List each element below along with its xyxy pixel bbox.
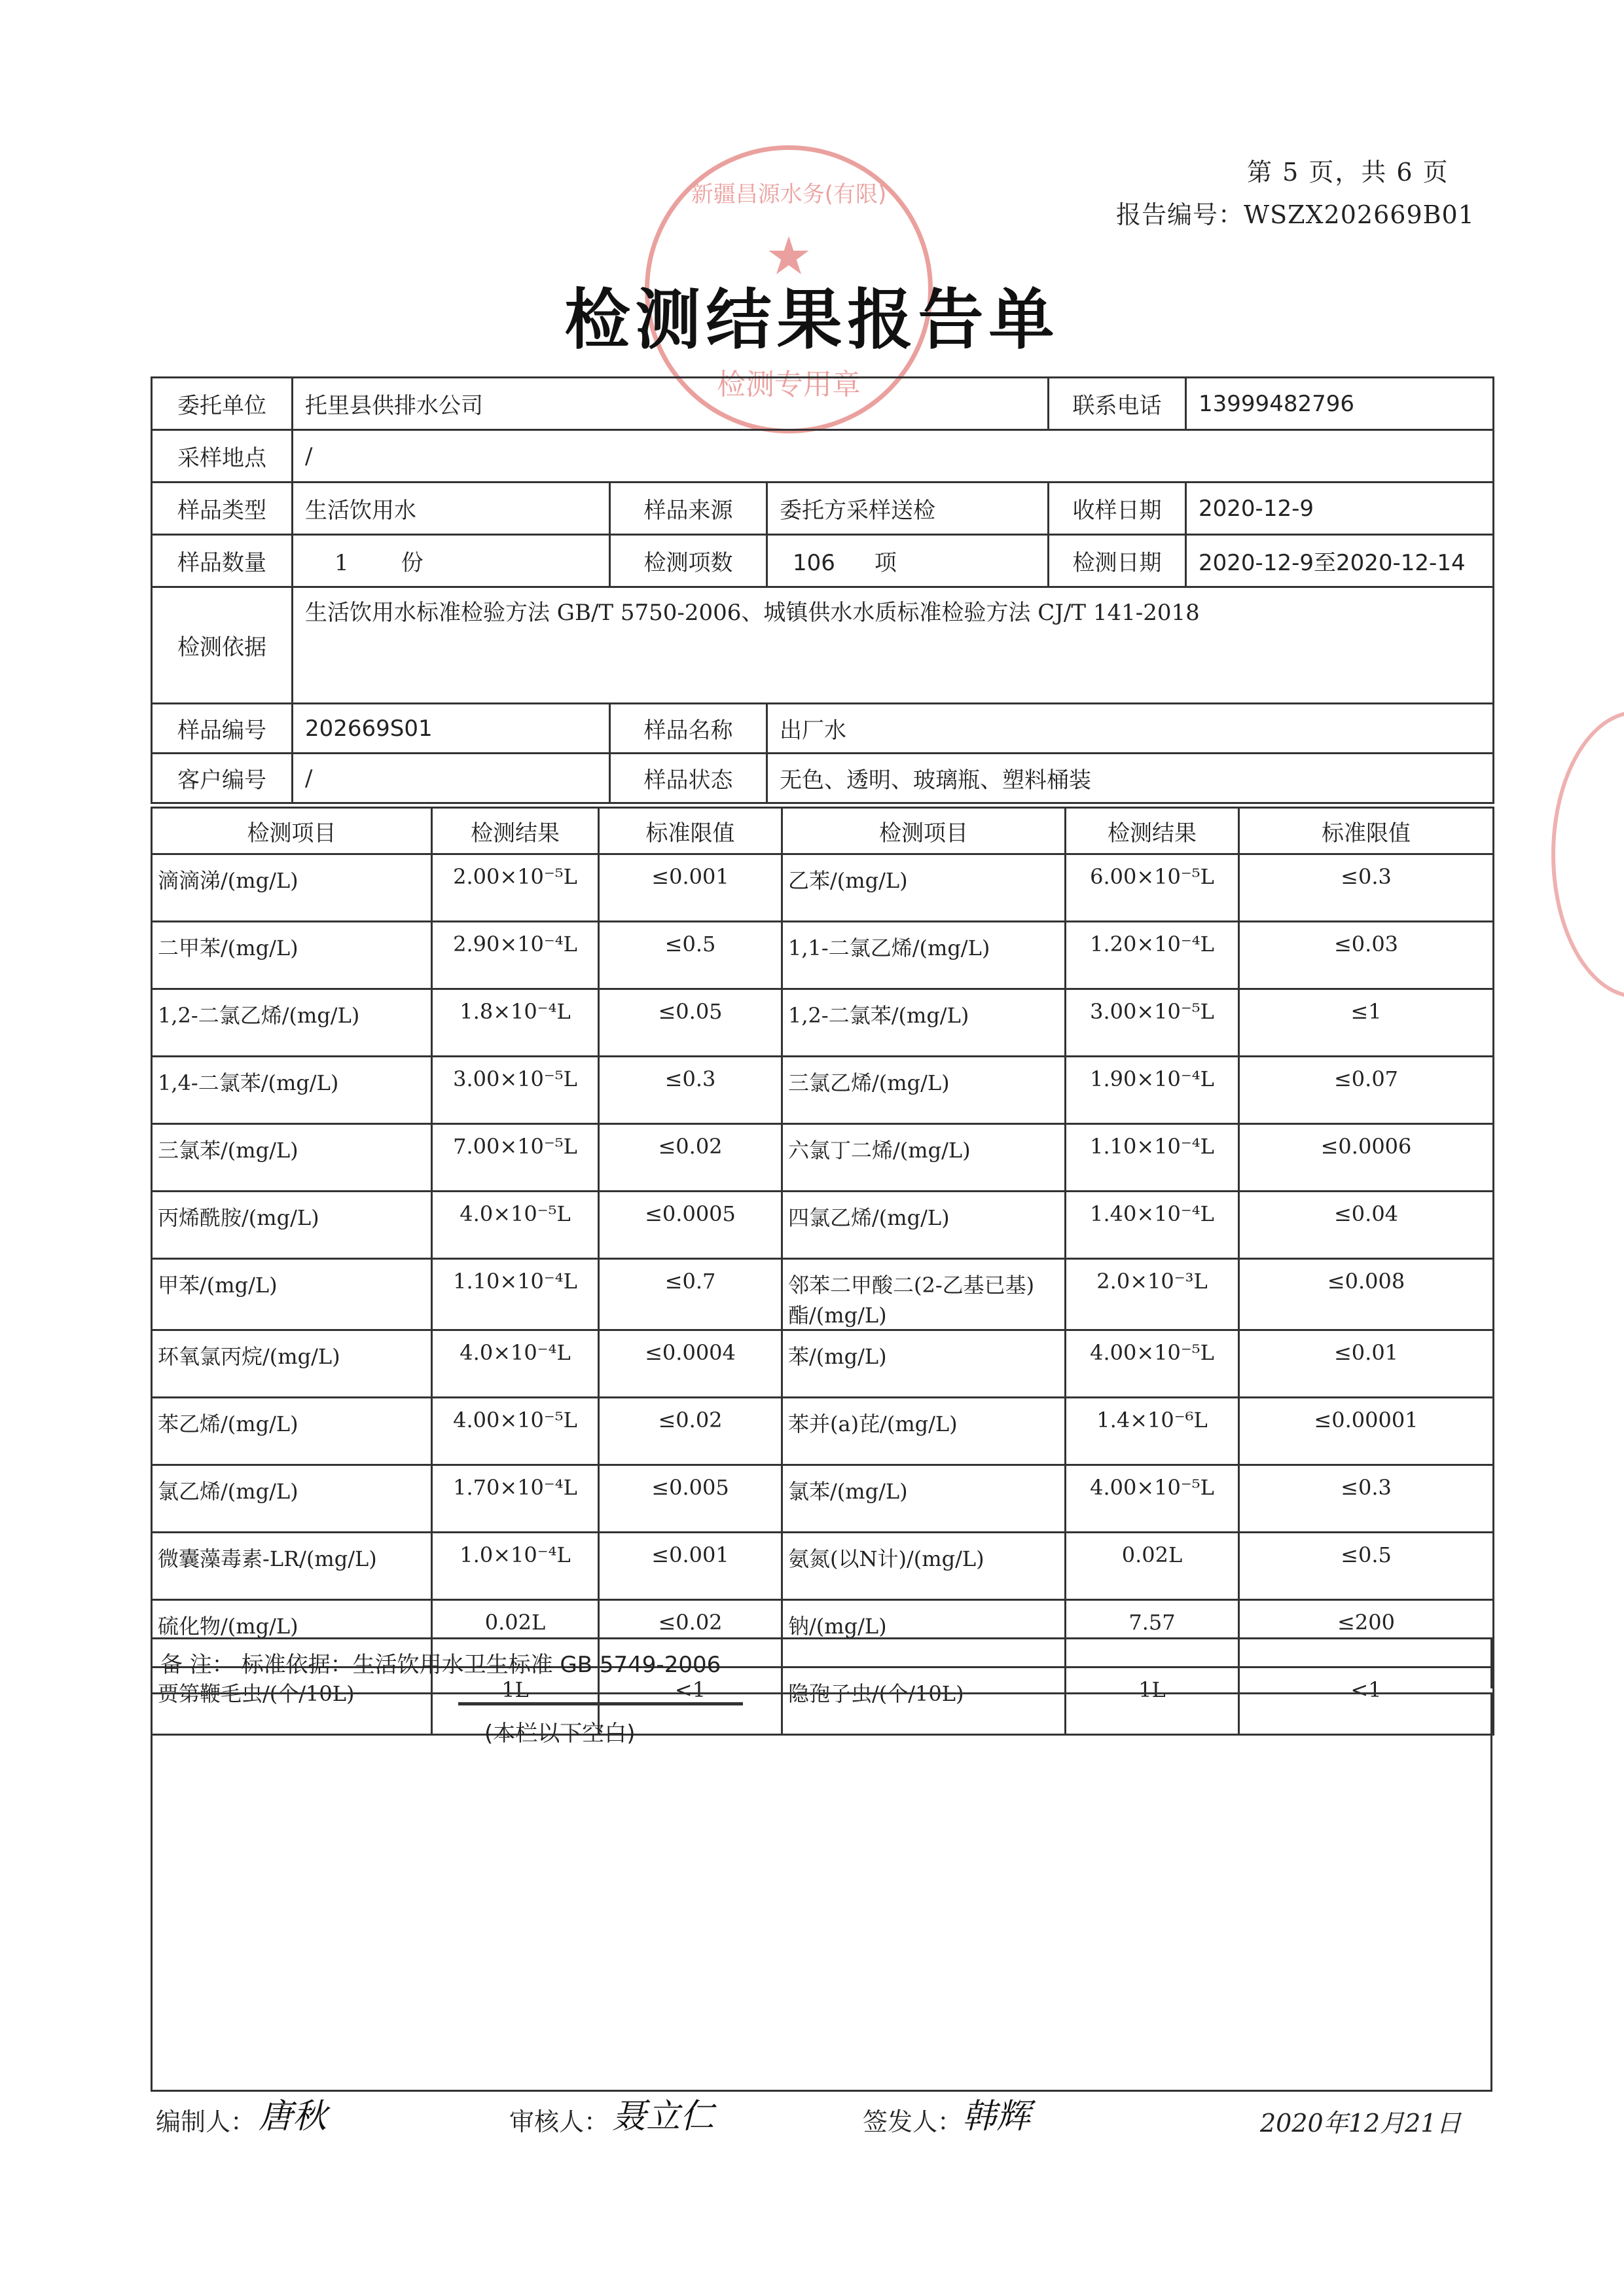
item-result: 3.00×10⁻⁵L — [432, 1057, 599, 1124]
item-name: 三氯乙烯/(mg/L) — [782, 1057, 1066, 1124]
item-result: 7.00×10⁻⁵L — [432, 1124, 599, 1192]
item-result: 0.02L — [1066, 1533, 1239, 1600]
item-name: 隐孢子虫/(个/10L) — [782, 1667, 1066, 1735]
item-result: 1.8×10⁻⁴L — [432, 989, 599, 1057]
result-row — [152, 1057, 1494, 1124]
page-info: 第 5 页，共 6 页 — [1247, 158, 1449, 187]
item-limit: ≤0.02 — [599, 1600, 782, 1667]
seal-star-icon: ★ — [765, 225, 812, 287]
result-row — [152, 1192, 1494, 1259]
item-limit: ≤0.001 — [599, 1533, 782, 1600]
item-limit: <1 — [599, 1667, 782, 1735]
result-row — [152, 854, 1494, 922]
result-row — [152, 1124, 1494, 1192]
item-name: 环氧氯丙烷/(mg/L) — [152, 1330, 432, 1398]
reviewer-label: 审核人： — [509, 2107, 609, 2136]
item-limit: ≤0.0005 — [599, 1192, 782, 1259]
sample-name-value: 出厂水 — [767, 704, 1494, 754]
item-limit: ≤200 — [1239, 1600, 1494, 1667]
header-item: 检测项目 — [152, 808, 432, 854]
customer-no-value: / — [293, 754, 610, 803]
item-result: 4.00×10⁻⁵L — [1066, 1465, 1239, 1533]
item-name: 四氯乙烯/(mg/L) — [782, 1192, 1066, 1259]
item-name: 甲苯/(mg/L) — [152, 1259, 432, 1330]
results-header-row — [152, 808, 1494, 854]
result-row — [152, 922, 1494, 989]
qty-unit: 份 — [401, 550, 424, 576]
item-name: 贾第鞭毛虫/(个/10L) — [152, 1667, 432, 1735]
item-name: 氨氮(以N计)/(mg/L) — [782, 1533, 1066, 1600]
item-name: 氯乙烯/(mg/L) — [152, 1465, 432, 1533]
report-number — [1116, 194, 1475, 230]
item-result: 7.57 — [1066, 1600, 1239, 1667]
sample-no-label: 样品编号 — [152, 704, 293, 754]
item-limit: ≤0.5 — [1239, 1533, 1494, 1600]
item-result: 3.00×10⁻⁵L — [1066, 989, 1239, 1057]
item-limit: ≤0.008 — [1239, 1259, 1494, 1330]
item-name: 苯/(mg/L) — [782, 1330, 1066, 1398]
customer-no-label: 客户编号 — [152, 754, 293, 803]
item-limit: ≤0.3 — [1239, 1465, 1494, 1533]
issuer-label: 签发人： — [863, 2107, 963, 2136]
item-name: 三氯苯/(mg/L) — [152, 1124, 432, 1192]
header-limit: 标准限值 — [599, 808, 782, 854]
item-result: 6.00×10⁻⁵L — [1066, 854, 1239, 922]
item-name: 苯乙烯/(mg/L) — [152, 1398, 432, 1465]
phone-label: 联系电话 — [1049, 378, 1186, 430]
result-row — [152, 1533, 1494, 1600]
state-label: 样品状态 — [610, 754, 767, 803]
recv-date-label: 收样日期 — [1049, 483, 1186, 535]
test-date-value: 2020-12-9至2020-12-14 — [1186, 535, 1494, 587]
qty-label: 样品数量 — [152, 535, 293, 587]
item-limit: ≤0.02 — [599, 1124, 782, 1192]
item-name: 苯并(a)芘/(mg/L) — [782, 1398, 1066, 1465]
seal-top-text: 新疆昌源水务(有限) — [691, 181, 887, 208]
item-name: 二甲苯/(mg/L) — [152, 922, 432, 989]
edge-seal — [1551, 710, 1624, 998]
notes-text: 备 注： 标准依据：生活饮用水卫生标准 GB 5749-2006 — [160, 1652, 721, 1678]
item-result: 1.10×10⁻⁴L — [432, 1259, 599, 1330]
sample-info-table — [151, 376, 1494, 804]
basis-label: 检测依据 — [152, 587, 293, 704]
result-row — [152, 1330, 1494, 1398]
basis-value: 生活饮用水标准检验方法 GB/T 5750-2006、城镇供水水质标准检验方法 CJ/T 141-2018 — [293, 587, 1494, 704]
state-value: 无色、透明、玻璃瓶、塑料桶装 — [767, 754, 1494, 803]
reviewer-signature: 聂立仁 — [612, 2097, 715, 2136]
item-name: 1,1-二氯乙烯/(mg/L) — [782, 922, 1066, 989]
item-limit: ≤0.00001 — [1239, 1398, 1494, 1465]
item-result: 1.20×10⁻⁴L — [1066, 922, 1239, 989]
type-value: 生活饮用水 — [293, 483, 610, 535]
items-value: 106 — [793, 550, 835, 576]
client-label: 委托单位 — [152, 378, 293, 430]
item-result: 1.4×10⁻⁶L — [1066, 1398, 1239, 1465]
item-limit: ≤0.001 — [599, 854, 782, 922]
item-name: 六氯丁二烯/(mg/L) — [782, 1124, 1066, 1192]
item-name: 乙苯/(mg/L) — [782, 854, 1066, 922]
item-limit: ≤0.7 — [599, 1259, 782, 1330]
item-limit: ≤0.03 — [1239, 922, 1494, 989]
seal-bottom-text: 检测专用章 — [717, 368, 861, 401]
item-name: 丙烯酰胺/(mg/L) — [152, 1192, 432, 1259]
item-result: 2.0×10⁻³L — [1066, 1259, 1239, 1330]
item-result: 0.02L — [432, 1600, 599, 1667]
type-label: 样品类型 — [152, 483, 293, 535]
item-limit: ≤0.3 — [1239, 854, 1494, 922]
item-limit: ≤0.01 — [1239, 1330, 1494, 1398]
results-table — [151, 807, 1494, 1736]
phone-value: 13999482796 — [1186, 378, 1494, 430]
qty-value: 1 — [334, 550, 349, 576]
item-result: 4.00×10⁻⁵L — [432, 1398, 599, 1465]
item-name: 1,2-二氯乙烯/(mg/L) — [152, 989, 432, 1057]
item-name: 氯苯/(mg/L) — [782, 1465, 1066, 1533]
site-label: 采样地点 — [152, 430, 293, 483]
recv-date-value: 2020-12-9 — [1186, 483, 1494, 535]
item-result: 2.00×10⁻⁵L — [432, 854, 599, 922]
item-result: 1.40×10⁻⁴L — [1066, 1192, 1239, 1259]
item-name: 1,2-二氯苯/(mg/L) — [782, 989, 1066, 1057]
result-row — [152, 989, 1494, 1057]
blank-area — [151, 1692, 1492, 2092]
blank-rule — [458, 1702, 743, 1705]
item-result: 1.90×10⁻⁴L — [1066, 1057, 1239, 1124]
item-limit: ≤0.05 — [599, 989, 782, 1057]
result-row — [152, 1398, 1494, 1465]
client-value: 托里县供排水公司 — [293, 378, 1049, 430]
item-result: 1L — [432, 1667, 599, 1735]
header-limit: 标准限值 — [1239, 808, 1494, 854]
item-limit: ≤0.5 — [599, 922, 782, 989]
items-unit: 项 — [874, 550, 897, 576]
header-result: 检测结果 — [432, 808, 599, 854]
item-result: 4.0×10⁻⁵L — [432, 1192, 599, 1259]
sample-no-value: 202669S01 — [293, 704, 610, 754]
item-name: 邻苯二甲酸二(2-乙基已基)酯/(mg/L) — [782, 1259, 1066, 1330]
item-limit: ≤0.005 — [599, 1465, 782, 1533]
item-result: 1.70×10⁻⁴L — [432, 1465, 599, 1533]
item-name: 1,4-二氯苯/(mg/L) — [152, 1057, 432, 1124]
item-name: 滴滴涕/(mg/L) — [152, 854, 432, 922]
item-result: 1.0×10⁻⁴L — [432, 1533, 599, 1600]
item-limit: ≤1 — [1239, 989, 1494, 1057]
issuer-signature: 韩辉 — [962, 2097, 1031, 2136]
item-limit: ≤0.0004 — [599, 1330, 782, 1398]
item-name: 微囊藻毒素-LR/(mg/L) — [152, 1533, 432, 1600]
item-result: 4.0×10⁻⁴L — [432, 1330, 599, 1398]
source-value: 委托方采样送检 — [767, 483, 1049, 535]
blank-text: (本栏以下空白) — [484, 1721, 636, 1747]
header-result: 检测结果 — [1066, 808, 1239, 854]
compiler-signature: 唐秋 — [259, 2097, 327, 2136]
item-result: 1.10×10⁻⁴L — [1066, 1124, 1239, 1192]
item-limit: ≤0.02 — [599, 1398, 782, 1465]
item-result: 1L — [1066, 1667, 1239, 1735]
issue-date: 2020年12月21日 — [1260, 2109, 1462, 2138]
result-row — [152, 1465, 1494, 1533]
source-label: 样品来源 — [610, 483, 767, 535]
site-value: / — [293, 430, 1494, 483]
item-limit: ≤0.0006 — [1239, 1124, 1494, 1192]
item-limit: <1 — [1239, 1667, 1494, 1735]
item-limit: ≤0.04 — [1239, 1192, 1494, 1259]
page-title: 检测结果报告单 — [564, 282, 1060, 358]
item-result: 4.00×10⁻⁵L — [1066, 1330, 1239, 1398]
item-limit: ≤0.07 — [1239, 1057, 1494, 1124]
sample-name-label: 样品名称 — [610, 704, 767, 754]
item-limit: ≤0.3 — [599, 1057, 782, 1124]
qty-cell — [293, 535, 610, 587]
items-cell — [767, 535, 1049, 587]
report-number-label: 报告编号： — [1116, 200, 1244, 229]
result-row — [152, 1259, 1494, 1330]
items-label: 检测项数 — [610, 535, 767, 587]
compiler-label: 编制人： — [156, 2107, 256, 2136]
item-name: 硫化物/(mg/L) — [152, 1600, 432, 1667]
item-name: 钠/(mg/L) — [782, 1600, 1066, 1667]
header-item: 检测项目 — [782, 808, 1066, 854]
test-date-label: 检测日期 — [1049, 535, 1186, 587]
item-result: 2.90×10⁻⁴L — [432, 922, 599, 989]
report-number-value: WSZX202669B01 — [1244, 200, 1475, 229]
